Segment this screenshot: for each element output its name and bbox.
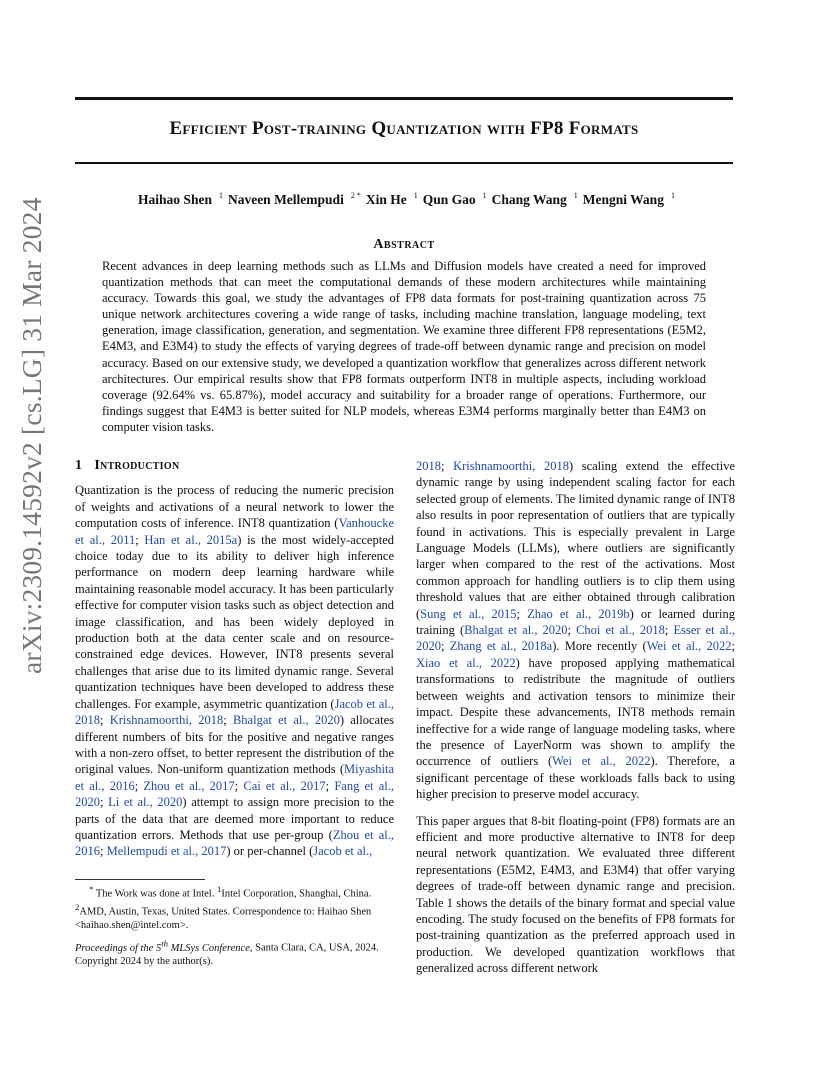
copyright-text: , Santa Clara, CA, USA, 2024. Copyright 2024 by the author(s). — [75, 942, 379, 967]
citation-link[interactable]: Esser et al., 2020 — [416, 623, 736, 654]
body-text: ; — [100, 795, 109, 810]
body-text: ; — [567, 623, 577, 638]
body-text: ; — [516, 606, 528, 621]
paper-title: Efficient Post-training Quantization with FP8 Formats — [169, 118, 639, 139]
left-column — [75, 458, 394, 860]
body-text: ; — [664, 623, 674, 638]
body-text: ; — [731, 639, 735, 654]
intro-paragraph-1 — [75, 482, 394, 859]
author-name: Xin He — [365, 191, 407, 207]
body-text: ; — [325, 778, 335, 793]
citation-link[interactable]: Miyashita et al., 2016 — [75, 762, 394, 793]
body-text: ) have proposed applying mathematical transformations to redistribute the magnitude of outliers between weights and activation tensors to minimize their impact. Despite these advancements, INT8 methods remain ineffective for a wide range of language modeling tasks, where the presence of LayerNorm was shown to amplify the occurrence of outliers ( — [416, 655, 736, 769]
body-text: ) or per-channel ( — [226, 844, 314, 859]
affiliation-mark: 1 — [482, 191, 487, 200]
abstract-heading: Abstract — [373, 237, 435, 252]
affiliation-mark: 1 — [670, 191, 675, 200]
citation-link[interactable]: Vanhoucke et al., 2011 — [75, 516, 394, 547]
citation-link[interactable]: Zhou et al., 2016 — [75, 827, 394, 859]
body-text: ) is the most widely-accepted choice today due to its ability to deliver high inference performance on modern deep learning hardware while maintaining reasonable model accuracy. It has been particularly effective for computer vision tasks such as object detection and image classification, and has been widely deployed in production both at the data center scale and on resource-constrained edge devices. However, INT8 presents several challenges that arise due to its limited dynamic range. Several quantization techniques have been developed to address these challenges. For example, asymmetric quantization ( — [75, 532, 394, 711]
affiliation-mark: 1 — [413, 191, 418, 200]
body-text: ; — [134, 778, 144, 793]
affiliation-1: Intel Corporation, Shanghai, China. — [221, 888, 372, 900]
author-name: Naveen Mellempudi — [227, 191, 344, 207]
body-text: ; — [100, 713, 110, 728]
citation-link[interactable]: Zhao et al., 2019b — [527, 606, 630, 621]
citation-link[interactable]: Han et al., 2015a — [144, 532, 238, 547]
citation-link[interactable]: Fang et al., 2020 — [75, 778, 395, 810]
intro-paragraph-2: This paper argues that 8-bit floating-point (FP8) formats are an efficient and more productive alternative to INT8 for deep neural network quantization. We evaluated three different representations (E5M2, E4M3, and E3M4) that offer varying degrees of trade-off between dynamic range and precision. Table 1 shows the details of the binary format and special value encoding. The study focused on the benefits of FP8 formats for post-training quantization as the preferred approach used in production. We developed quantization workflows that generalized across different network — [416, 813, 735, 976]
citation-link[interactable]: Jacob et al., — [313, 844, 373, 859]
arxiv-identifier[interactable]: arXiv:2309.14592v2 [cs.LG] 31 Mar 2024 — [16, 197, 47, 674]
citation-link[interactable]: Bhalgat et al., 2020 — [232, 713, 340, 728]
body-text: ; — [135, 532, 145, 547]
citation-link[interactable]: Zhou et al., 2017 — [143, 778, 235, 793]
citation-link[interactable]: Wei et al., 2022 — [552, 754, 651, 769]
proceedings-note — [75, 937, 394, 969]
title-top-rule — [75, 97, 733, 100]
body-text: ; — [441, 639, 450, 654]
citation-link[interactable]: Krishnamoorthi, 2018 — [453, 459, 569, 473]
body-text: ) or learned during training ( — [416, 606, 735, 638]
author-name: Chang Wang — [491, 191, 567, 207]
affiliation-mark: 1 — [218, 191, 223, 200]
citation-link[interactable]: Xiao et al., 2022 — [416, 655, 516, 670]
citation-link[interactable]: Bhalgat et al., 2020 — [464, 623, 568, 638]
footnote-marker: * — [89, 884, 94, 894]
venue-name: Proceedings of the 5th MLSys Conference — [75, 938, 250, 954]
body-text: ) scaling extend the effective dynamic range by using independent scaling factor for each selected group of elements. The limited dynamic range of INT8 also results in poor representation of outliers that are typically found in activations. This is especially prevalent in Large Language Models (LLMs), where outliers are significantly larger when compared to the rest of the activations. Most common approach for handling outliers is to clip them using threshold values that are either obtained through calibration ( — [416, 459, 735, 621]
footnote-note: The Work was done at Intel. — [95, 888, 215, 900]
citation-link[interactable]: Krishnamoorthi, 2018 — [109, 713, 224, 728]
author-name: Haihao Shen — [138, 191, 212, 207]
affiliation-mark-2: 2 — [75, 902, 80, 912]
right-column — [416, 458, 735, 977]
citation-link[interactable]: Wei et al., 2022 — [646, 639, 732, 654]
citation-link[interactable]: Li et al., 2020 — [108, 795, 183, 810]
author-name: Qun Gao — [422, 191, 476, 207]
title-bottom-rule — [75, 162, 733, 164]
abstract-text: Recent advances in deep learning methods such as LLMs and Diffusion models have created a need for improved quantization methods that can meet the computational demands of these modern architectures while maintaining accuracy. Towards this goal, we study the advantages of FP8 data formats for post-training quantization across 75 unique network architectures covering a wide range of tasks, including machine translation, language modeling, text generation, image classification, generation, and segmentation. We examine three different FP8 representations (E5M2, E4M3, and E3M4) to study the effects of varying degrees of trade-off between dynamic range and precision on model accuracy. Based on our extensive study, we developed a quantization workflow that generalizes across different network architectures. Our empirical results show that FP8 formats outperform INT8 in multiple aspects, including workload coverage (92.64% vs. 65.87%), model accuracy and suitability for a broader range of operations. Furthermore, our findings suggest that E4M3 is better suited for NLP models, whereas E3M4 performs marginally better than E4M3 on computer vision tasks. — [102, 259, 706, 434]
body-text: ). More recently ( — [552, 639, 647, 654]
body-text: ; — [100, 844, 107, 859]
footnote-divider — [75, 879, 205, 880]
citation-link[interactable]: Mellempudi et al., 2017 — [106, 844, 227, 859]
affiliation-mark: 2 * — [350, 191, 361, 200]
affiliation-mark: 1 — [573, 191, 578, 200]
author-name: Mengni Wang — [582, 191, 664, 207]
body-text: Quantization is the process of reducing the numeric precision of weights and activations of a neural network to lower the computation costs of inference. INT8 quantization ( — [75, 483, 394, 531]
affiliation-mark-1: 1 — [216, 884, 222, 894]
body-text: ; — [441, 459, 454, 473]
citation-link[interactable]: Jacob et al., 2018 — [75, 696, 394, 728]
body-text: ; — [234, 778, 244, 793]
citation-link[interactable]: 2018 — [416, 459, 441, 473]
citation-link[interactable]: Sung et al., 2015 — [420, 606, 517, 621]
section-number: 1 — [75, 458, 83, 473]
section-title: Introduction — [94, 458, 180, 473]
affiliation-2: AMD, Austin, Texas, United States. Correspondence to: Haihao Shen <haihao.shen@intel.com>. — [75, 906, 372, 931]
body-text: ; — [223, 713, 233, 728]
body-text: ) allocates different numbers of bits for the positive and negative ranges with a non-zero offset, to better represent the distribution of the original values. Non-uniform quantization methods ( — [75, 713, 394, 777]
author-list — [75, 191, 733, 208]
body-text: ) attempt to assign more precision to the parts of the data that are deemed more important to reduce quantization errors. Methods that use per-group ( — [75, 795, 394, 842]
citation-link[interactable]: Cai et al., 2017 — [243, 778, 326, 793]
footnote — [75, 883, 394, 933]
section-heading — [75, 458, 394, 474]
body-text: ). Therefore, a significant percentage of these workloads falls back to using higher precision to preserve model accuracy. — [416, 754, 735, 802]
intro-paragraph-1-continued — [416, 458, 735, 803]
citation-link[interactable]: Zhang et al., 2018a — [449, 639, 553, 654]
citation-link[interactable]: Choi et al., 2018 — [576, 623, 665, 638]
